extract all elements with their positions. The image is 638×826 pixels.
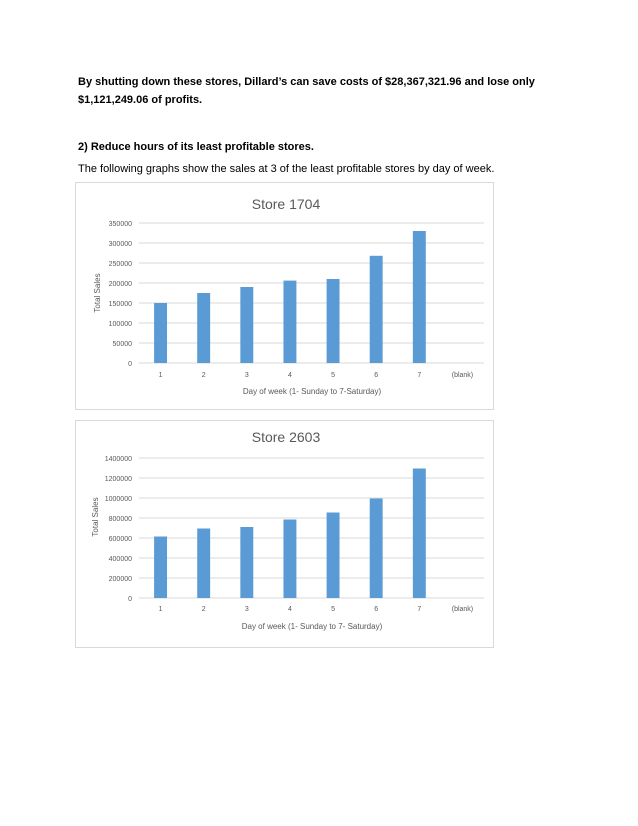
x-tick-label: 2 bbox=[201, 372, 206, 379]
bar-day-6 bbox=[370, 499, 383, 599]
bar-day-4 bbox=[283, 520, 296, 599]
bar-day-4 bbox=[283, 281, 296, 363]
y-tick-label: 0 bbox=[128, 361, 132, 368]
y-tick-label: 50000 bbox=[112, 341, 132, 348]
x-tick-label: 6 bbox=[374, 372, 379, 379]
x-tick-label: 3 bbox=[244, 606, 249, 613]
bar-day-5 bbox=[327, 513, 340, 599]
y-tick-label: 200000 bbox=[108, 281, 132, 288]
bar-day-1 bbox=[154, 303, 167, 363]
x-tick-label: 4 bbox=[287, 372, 292, 379]
chart-title: Store 1704 bbox=[251, 196, 321, 212]
bar-day-1 bbox=[154, 537, 167, 599]
y-axis-label: Total Sales bbox=[91, 497, 100, 537]
bar-day-5 bbox=[327, 279, 340, 363]
y-tick-label: 1000000 bbox=[104, 496, 132, 503]
y-tick-label: 400000 bbox=[108, 556, 132, 563]
y-tick-label: 150000 bbox=[108, 301, 132, 308]
section-heading: 2) Reduce hours of its least profitable stores. bbox=[78, 141, 314, 153]
x-tick-label: (blank) bbox=[451, 372, 474, 379]
x-tick-label: 6 bbox=[374, 606, 379, 613]
y-tick-label: 100000 bbox=[108, 321, 132, 328]
chart-store-2603 bbox=[75, 420, 494, 648]
y-tick-label: 250000 bbox=[108, 261, 132, 268]
chart-title: Store 2603 bbox=[251, 429, 321, 445]
x-tick-label: 1 bbox=[158, 606, 163, 613]
x-axis-label: Day of week (1- Sunday to 7-Saturday) bbox=[242, 387, 382, 396]
bar-day-2 bbox=[197, 529, 210, 599]
y-axis-label: Total Sales bbox=[93, 273, 102, 313]
x-tick-label: 1 bbox=[158, 372, 163, 379]
y-tick-label: 800000 bbox=[108, 516, 132, 523]
bar-chart-svg bbox=[76, 183, 493, 409]
y-tick-label: 300000 bbox=[108, 241, 132, 248]
chart-store-1704 bbox=[75, 182, 494, 410]
x-tick-label: 4 bbox=[287, 606, 292, 613]
bar-day-3 bbox=[240, 287, 253, 363]
x-tick-label: 2 bbox=[201, 606, 206, 613]
bar-day-3 bbox=[240, 527, 253, 598]
bar-day-7 bbox=[413, 231, 426, 363]
x-tick-label: 7 bbox=[417, 606, 422, 613]
bar-day-2 bbox=[197, 293, 210, 363]
bar-day-6 bbox=[370, 256, 383, 363]
x-tick-label: 5 bbox=[331, 606, 336, 613]
y-tick-label: 350000 bbox=[108, 221, 132, 228]
x-tick-label: 5 bbox=[331, 372, 336, 379]
intro-text: The following graphs show the sales at 3 of the least profitable stores by day of week. bbox=[78, 163, 495, 175]
x-tick-label: 3 bbox=[244, 372, 249, 379]
gridlines bbox=[139, 458, 484, 598]
y-tick-label: 600000 bbox=[108, 536, 132, 543]
y-tick-label: 200000 bbox=[108, 576, 132, 583]
y-tick-label: 1200000 bbox=[104, 476, 132, 483]
x-tick-label: (blank) bbox=[451, 606, 474, 613]
bar-day-7 bbox=[413, 469, 426, 599]
y-tick-label: 0 bbox=[128, 596, 132, 603]
paragraph-savings: By shutting down these stores, Dillard’s can save costs of $28,367,321.96 and lose only $1,121,249.06 of profits. bbox=[78, 76, 535, 106]
x-tick-label: 7 bbox=[417, 372, 422, 379]
x-axis-label: Day of week (1- Sunday to 7- Saturday) bbox=[241, 622, 383, 631]
bar-chart-svg bbox=[76, 421, 493, 647]
y-tick-label: 1400000 bbox=[104, 456, 132, 463]
gridlines bbox=[139, 223, 484, 363]
